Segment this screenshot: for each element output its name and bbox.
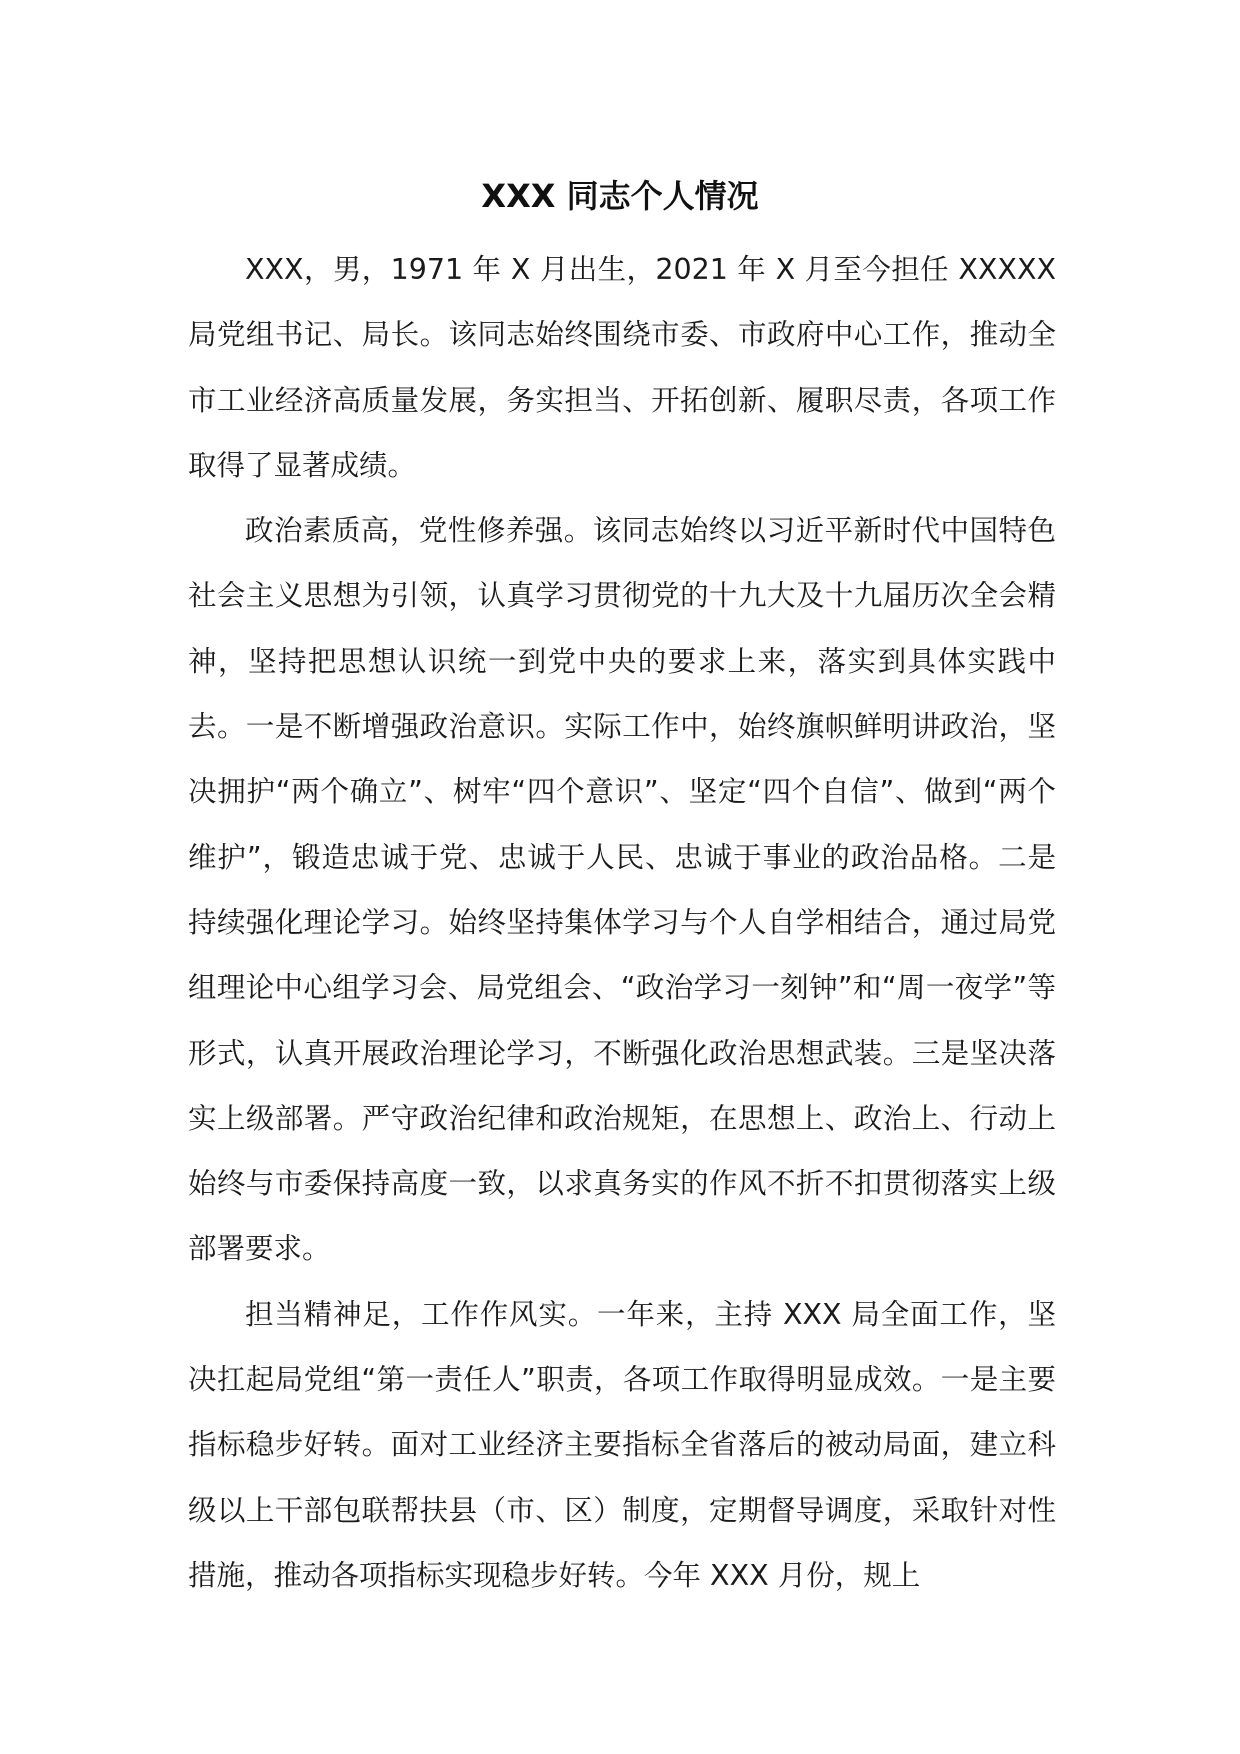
- paragraph-responsibility: 担当精神足，工作作风实。一年来，主持 XXX 局全面工作，坚决扛起局党组“第一责任人”职责，各项工作取得明显成效。一是主要指标稳步好转。面对工业经济主要指标全省落后的被动局面，建立科级以上干部包联帮扶县（市、区）制度，定期督导调度，采取针对性措施，推动各项指标实现稳步好转。今年 XXX 月份，规上: [188, 1297, 1056, 1592]
- paragraph-intro: XXX，男，1971 年 X 月出生，2021 年 X 月至今担任 XXXXX 局党组书记、局长。该同志始终围绕市委、市政府中心工作，推动全市工业经济高质量发展，务实担当、开拓创新、履职尽责，各项工作取得了显著成绩。: [188, 253, 1056, 482]
- document-body: [188, 237, 1056, 1608]
- document-title: XXX 同志个人情况: [481, 177, 759, 215]
- paragraph-political-quality: 政治素质高，党性修养强。该同志始终以习近平新时代中国特色社会主义思想为引领，认真学习贯彻党的十九大及十九届历次全会精神，坚持把思想认识统一到党中央的要求上来，落实到具体实践中去。一是不断增强政治意识。实际工作中，始终旗帜鲜明讲政治，坚决拥护“两个确立”、树牢“四个意识”、坚定“四个自信”、做到“两个维护”，锻造忠诚于党、忠诚于人民、忠诚于事业的政治品格。二是持续强化理论学习。始终坚持集体学习与个人自学相结合，通过局党组理论中心组学习会、局党组会、“政治学习一刻钟”和“周一夜学”等形式，认真开展政治理论学习，不断强化政治思想武装。三是坚决落实上级部署。严守政治纪律和政治规矩，在思想上、政治上、行动上始终与市委保持高度一致，以求真务实的作风不折不扣贯彻落实上级部署要求。: [188, 514, 1056, 1266]
